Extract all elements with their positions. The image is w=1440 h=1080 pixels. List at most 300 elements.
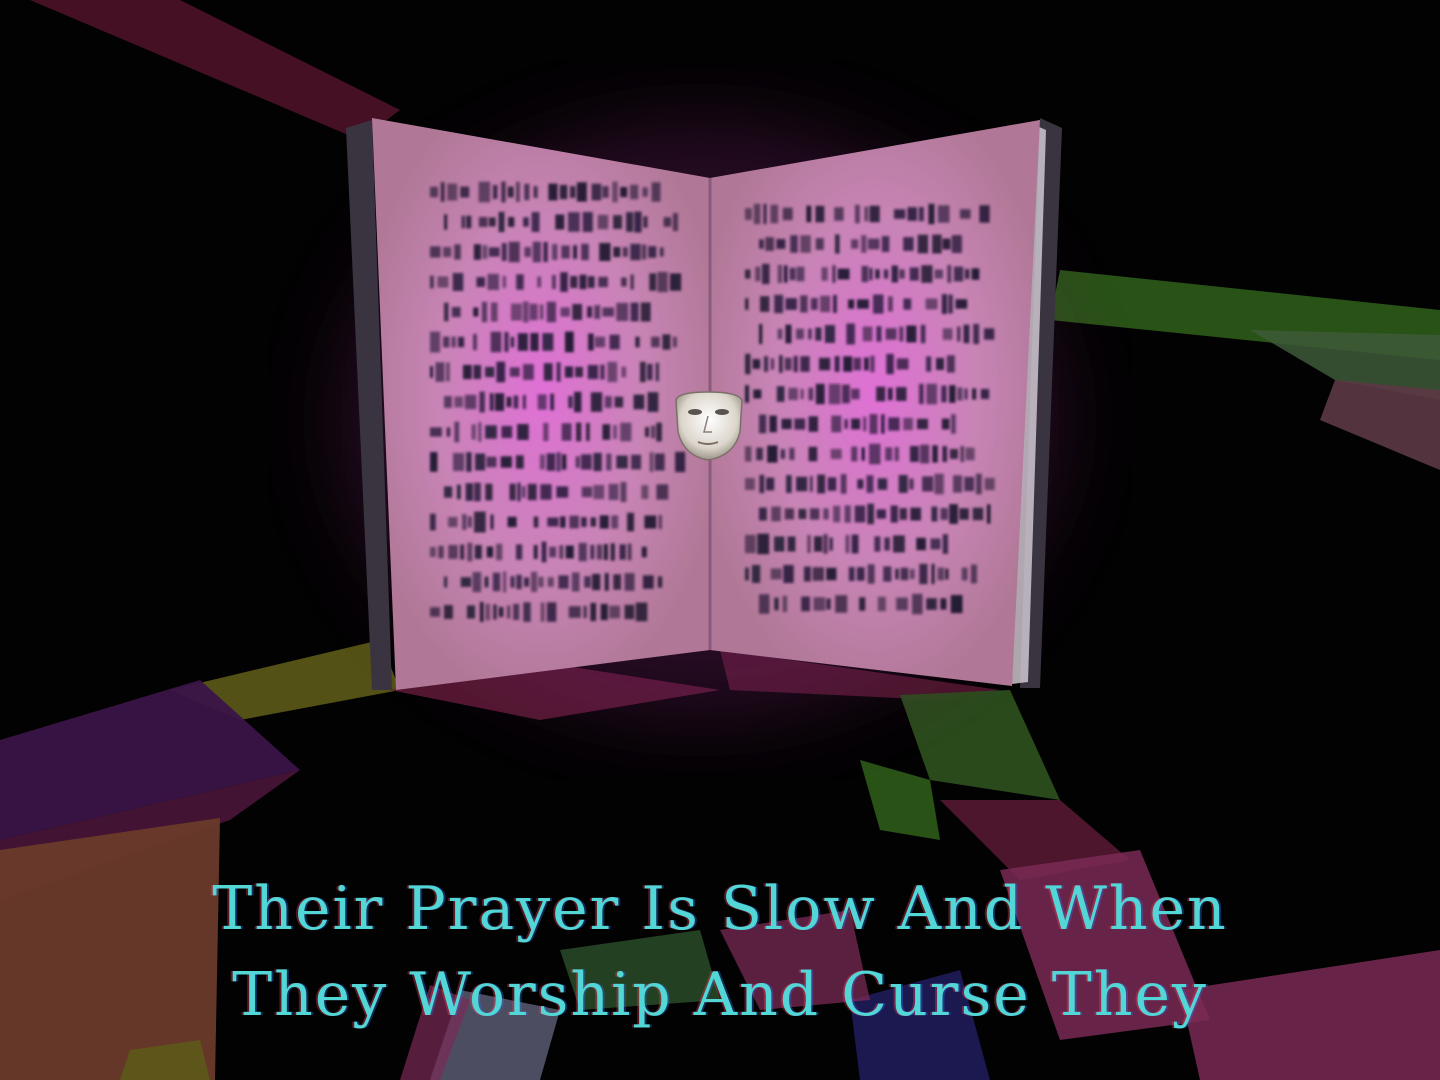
book-glyph <box>482 245 487 259</box>
book-glyph <box>876 326 881 342</box>
book-glyph <box>942 446 947 462</box>
book-glyph <box>511 337 515 348</box>
book-glyph <box>764 356 768 372</box>
book-glyph <box>547 518 558 527</box>
book-glyph <box>474 244 481 260</box>
book-glyph <box>533 242 541 263</box>
book-glyph <box>462 216 466 228</box>
book-glyph <box>984 328 994 339</box>
book-glyph <box>479 392 485 413</box>
book-glyph <box>753 359 761 369</box>
book-glyph <box>511 304 522 321</box>
book-glyph <box>834 207 843 221</box>
book-glyph <box>788 388 798 400</box>
book-glyph <box>555 215 564 230</box>
book-glyph <box>430 514 436 531</box>
book-glyph <box>936 358 944 370</box>
book-glyph <box>474 365 482 379</box>
book-glyph <box>524 247 531 257</box>
book-glyph <box>948 295 953 314</box>
book-glyph <box>591 392 602 412</box>
book-glyph <box>616 456 628 469</box>
book-glyph <box>959 508 968 519</box>
book-glyph <box>549 547 556 558</box>
book-glyph <box>524 578 529 587</box>
book-glyph <box>797 267 805 282</box>
book-glyph <box>816 238 824 250</box>
book-glyph <box>931 539 941 550</box>
book-glyph <box>570 276 577 288</box>
book-glyph <box>493 573 500 592</box>
book-glyph <box>910 508 921 521</box>
book-glyph <box>444 605 453 619</box>
book-glyph <box>799 509 807 519</box>
book-glyph <box>430 427 442 436</box>
book-glyph <box>919 384 924 404</box>
book-glyph <box>507 397 512 407</box>
book-glyph <box>602 424 610 440</box>
book-glyph <box>759 508 767 521</box>
book-glyph <box>662 334 670 349</box>
book-glyph <box>806 206 811 223</box>
book-glyph <box>910 267 919 280</box>
subtitle-line-2: They Worship And Curse They <box>232 960 1208 1030</box>
book-glyph <box>882 236 890 252</box>
book-glyph <box>813 567 824 581</box>
book-glyph <box>899 269 905 278</box>
book-glyph <box>790 268 796 280</box>
book-glyph <box>516 544 522 559</box>
book-glyph <box>641 303 651 322</box>
book-glyph <box>574 392 581 412</box>
book-glyph <box>626 212 633 232</box>
book-glyph <box>454 244 461 259</box>
book-glyph <box>586 423 590 441</box>
book-glyph <box>849 567 855 581</box>
book-glyph <box>556 486 568 497</box>
book-glyph <box>931 507 937 522</box>
book-glyph <box>599 243 610 261</box>
book-glyph <box>640 362 646 382</box>
book-glyph <box>516 455 524 468</box>
book-glyph <box>502 426 513 438</box>
book-glyph <box>851 389 859 399</box>
book-glyph <box>630 185 638 200</box>
book-glyph <box>869 444 881 465</box>
book-glyph <box>870 414 878 434</box>
book-glyph <box>828 477 837 491</box>
book-glyph <box>534 517 539 528</box>
book-glyph <box>436 362 445 382</box>
book-glyph <box>598 277 608 287</box>
book-glyph <box>452 307 461 317</box>
book-glyph <box>908 207 918 221</box>
book-glyph <box>835 356 840 372</box>
book-glyph <box>488 274 500 290</box>
book-glyph <box>781 449 786 459</box>
book-glyph <box>516 182 520 202</box>
book-glyph <box>460 545 464 560</box>
book-glyph <box>921 265 932 283</box>
book-glyph <box>785 325 791 344</box>
book-glyph <box>548 184 557 201</box>
book-glyph <box>510 484 516 501</box>
book-glyph <box>762 264 770 284</box>
book-glyph <box>950 449 958 459</box>
book-glyph <box>454 422 459 443</box>
book-glyph <box>745 208 752 220</box>
book-glyph <box>518 333 528 351</box>
book-glyph <box>785 358 792 371</box>
book-glyph <box>615 397 624 408</box>
book-glyph <box>844 419 848 429</box>
book-glyph <box>884 538 890 551</box>
book-glyph <box>972 268 980 280</box>
book-glyph <box>943 328 953 340</box>
book-glyph <box>556 452 561 471</box>
book-glyph <box>444 214 447 229</box>
book-glyph <box>867 475 874 493</box>
path-tile <box>30 0 400 140</box>
book-glyph <box>892 266 898 283</box>
book-glyph <box>874 536 880 551</box>
book-glyph <box>453 453 464 471</box>
book-glyph <box>568 212 580 232</box>
book-glyph <box>430 187 438 197</box>
book-glyph <box>623 247 628 257</box>
book-glyph <box>645 427 649 437</box>
book-glyph <box>953 475 962 492</box>
book-glyph <box>601 604 608 620</box>
book-glyph <box>916 538 926 550</box>
book-glyph <box>590 545 594 559</box>
book-glyph <box>875 269 880 278</box>
book-glyph <box>493 185 498 199</box>
book-glyph <box>594 305 600 319</box>
book-glyph <box>942 419 950 430</box>
book-glyph <box>501 182 506 203</box>
book-glyph <box>800 295 808 312</box>
book-glyph <box>557 362 561 381</box>
book-glyph <box>538 394 547 409</box>
book-glyph <box>595 337 605 348</box>
book-glyph <box>926 299 938 310</box>
book-glyph <box>430 452 437 472</box>
book-glyph <box>757 534 769 555</box>
book-glyph <box>631 275 634 290</box>
book-glyph <box>910 569 915 579</box>
book-glyph <box>609 484 619 500</box>
book-glyph <box>625 605 635 619</box>
book-glyph <box>801 389 804 399</box>
book-glyph <box>496 362 505 383</box>
book-glyph <box>794 356 798 372</box>
book-glyph <box>949 385 955 403</box>
book-glyph <box>542 333 553 351</box>
book-glyph <box>656 423 662 442</box>
book-glyph <box>485 484 492 501</box>
book-glyph <box>819 358 830 371</box>
book-glyph <box>600 365 605 380</box>
book-glyph <box>582 487 592 497</box>
book-glyph <box>855 506 866 523</box>
book-glyph <box>560 185 568 199</box>
book-glyph <box>656 363 659 381</box>
book-glyph <box>823 534 827 554</box>
book-glyph <box>453 273 464 291</box>
book-glyph <box>816 384 825 404</box>
book-glyph <box>808 329 812 340</box>
book-glyph <box>472 424 476 439</box>
book-glyph <box>852 535 859 554</box>
book-glyph <box>854 358 862 371</box>
book-glyph <box>756 448 763 461</box>
book-glyph <box>499 607 504 617</box>
book-glyph <box>903 418 913 430</box>
book-glyph <box>917 419 928 429</box>
book-glyph <box>755 267 760 281</box>
book-glyph <box>893 535 905 552</box>
book-glyph <box>612 182 617 203</box>
book-glyph <box>655 454 665 471</box>
book-glyph <box>870 206 880 223</box>
book-glyph <box>443 247 451 257</box>
book-glyph <box>466 452 471 472</box>
book-glyph <box>843 356 852 371</box>
book-glyph <box>523 602 530 622</box>
book-glyph <box>861 235 866 253</box>
book-glyph <box>956 299 968 309</box>
book-glyph <box>973 324 979 344</box>
book-glyph <box>444 396 452 408</box>
book-glyph <box>846 535 850 553</box>
book-glyph <box>588 276 595 288</box>
book-glyph <box>490 515 493 530</box>
book-glyph <box>912 594 922 614</box>
book-glyph <box>447 428 451 437</box>
book-glyph <box>620 423 631 442</box>
book-glyph <box>485 425 497 438</box>
book-glyph <box>473 334 477 350</box>
book-glyph <box>606 454 611 471</box>
book-glyph <box>808 388 813 401</box>
book-glyph <box>523 302 529 323</box>
book-glyph <box>809 416 818 432</box>
book-glyph <box>593 485 604 499</box>
book-glyph <box>771 507 781 522</box>
book-glyph <box>485 367 494 377</box>
book-glyph <box>547 302 556 322</box>
book-glyph <box>786 475 792 493</box>
book-glyph <box>973 508 984 521</box>
book-glyph <box>473 308 478 317</box>
book-glyph <box>783 208 793 221</box>
book-glyph <box>597 545 602 560</box>
book-glyph <box>523 395 526 409</box>
book-glyph <box>964 389 967 400</box>
book-glyph <box>759 475 764 493</box>
book-glyph <box>643 575 654 589</box>
book-glyph <box>516 274 524 289</box>
book-glyph <box>447 184 457 201</box>
book-glyph <box>888 296 893 311</box>
book-glyph <box>634 212 641 233</box>
book-glyph <box>634 395 645 410</box>
book-glyph <box>938 568 945 581</box>
book-glyph <box>899 327 903 342</box>
book-glyph <box>566 546 574 559</box>
book-glyph <box>745 385 749 403</box>
book-glyph <box>467 543 472 562</box>
book-glyph <box>833 506 840 522</box>
book-glyph <box>568 396 572 408</box>
book-glyph <box>960 446 964 462</box>
book-glyph <box>630 244 640 260</box>
book-glyph <box>673 337 677 347</box>
book-glyph <box>648 392 659 412</box>
book-glyph <box>579 543 587 561</box>
book-glyph <box>430 332 440 353</box>
book-glyph <box>490 393 494 411</box>
book-glyph <box>560 272 568 292</box>
book-glyph <box>628 544 632 561</box>
book-glyph <box>474 483 481 502</box>
book-glyph <box>531 572 537 592</box>
book-glyph <box>489 217 496 226</box>
book-glyph <box>503 276 506 288</box>
book-glyph <box>888 417 899 430</box>
book-glyph <box>627 513 634 532</box>
book-glyph <box>569 516 579 529</box>
book-glyph <box>673 213 678 231</box>
book-glyph <box>604 544 608 560</box>
book-glyph <box>644 516 656 529</box>
book-glyph <box>611 543 615 560</box>
book-glyph <box>461 577 471 587</box>
book-glyph <box>651 426 655 439</box>
book-glyph <box>493 605 497 620</box>
book-glyph <box>848 299 854 308</box>
book-glyph <box>863 417 866 431</box>
book-glyph <box>670 273 681 290</box>
book-glyph <box>759 415 766 434</box>
book-glyph <box>610 335 620 350</box>
book-glyph <box>475 545 482 559</box>
book-glyph <box>581 517 587 527</box>
book-glyph <box>947 355 955 372</box>
book-glyph <box>486 604 490 620</box>
book-glyph <box>943 534 948 554</box>
book-glyph <box>918 235 928 254</box>
book-glyph <box>620 544 626 559</box>
book-glyph <box>863 327 873 342</box>
book-glyph <box>985 478 995 490</box>
book-glyph <box>622 367 627 378</box>
book-glyph <box>444 486 452 497</box>
book-glyph <box>752 565 760 583</box>
book-glyph <box>767 446 777 463</box>
book-glyph <box>759 324 762 344</box>
book-glyph <box>869 268 872 280</box>
book-glyph <box>857 479 863 489</box>
book-glyph <box>458 337 464 347</box>
book-glyph <box>883 566 891 581</box>
book-glyph <box>800 235 810 252</box>
book-glyph <box>949 504 958 524</box>
book-glyph <box>851 239 858 248</box>
book-glyph <box>642 547 647 558</box>
book-glyph <box>957 327 961 342</box>
book-glyph <box>491 332 502 352</box>
book-glyph <box>829 384 841 404</box>
book-glyph <box>790 235 798 253</box>
mask-eye-right <box>715 409 729 415</box>
book-glyph <box>938 205 950 222</box>
book-glyph <box>570 186 575 198</box>
book-glyph <box>561 307 570 316</box>
book-glyph <box>947 265 951 283</box>
book-glyph <box>886 328 897 340</box>
book-glyph <box>522 486 526 498</box>
book-glyph <box>635 337 639 348</box>
book-glyph <box>857 567 865 581</box>
book-glyph <box>575 367 583 377</box>
book-glyph <box>867 504 874 525</box>
book-glyph <box>591 517 596 526</box>
mask-eye-left <box>688 409 702 415</box>
book-glyph <box>457 485 461 500</box>
book-glyph <box>621 482 627 502</box>
book-glyph <box>641 485 648 499</box>
book-glyph <box>928 204 934 224</box>
book-glyph <box>966 448 975 461</box>
book-glyph <box>569 606 581 618</box>
book-glyph <box>643 216 648 227</box>
book-glyph <box>814 597 826 610</box>
book-glyph <box>769 416 777 433</box>
book-glyph <box>960 209 971 219</box>
book-glyph <box>771 569 782 580</box>
book-glyph <box>895 569 899 580</box>
book-glyph <box>558 575 568 588</box>
book-glyph <box>753 390 761 399</box>
book-glyph <box>766 478 774 491</box>
book-glyph <box>543 242 547 262</box>
book-glyph <box>480 602 484 622</box>
book-glyph <box>562 423 572 440</box>
book-glyph <box>831 416 841 433</box>
book-glyph <box>482 302 487 322</box>
book-glyph <box>620 187 627 197</box>
path-tile <box>1320 380 1440 470</box>
book-glyph <box>941 386 947 403</box>
book-glyph <box>448 545 458 559</box>
book-glyph <box>658 272 668 292</box>
book-glyph <box>590 603 596 621</box>
book-glyph <box>600 515 609 528</box>
book-glyph <box>605 573 609 591</box>
book-glyph <box>495 393 504 411</box>
book-glyph <box>745 568 749 581</box>
book-glyph <box>451 337 456 348</box>
book-glyph <box>943 239 951 250</box>
book-glyph <box>616 303 628 321</box>
book-glyph <box>508 517 517 527</box>
book-glyph <box>754 204 761 224</box>
book-glyph <box>962 568 968 581</box>
book-glyph <box>864 207 868 222</box>
book-glyph <box>448 517 457 527</box>
